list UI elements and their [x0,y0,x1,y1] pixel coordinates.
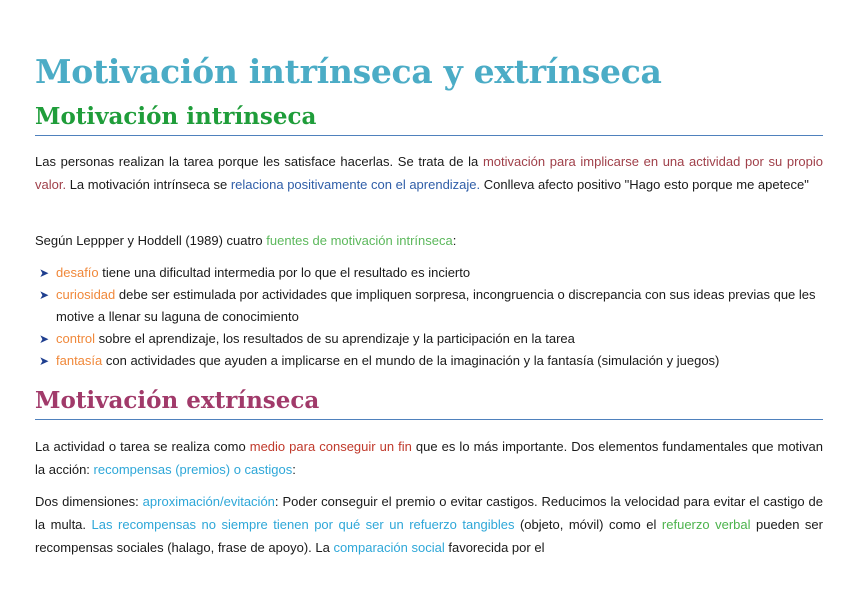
highlight-text: medio para conseguir un fin [249,439,412,454]
highlight-text: relaciona positivamente con el aprendizaje. [230,177,481,192]
list-item: ➤ curiosidad debe ser estimulada por actividades que impliquen sorpresa, incongruencia o discrepancia con sus ideas previas que les motive a llenar su laguna de conocimiento [35,284,823,328]
highlight-text: comparación social [333,540,445,555]
document-title: Motivación intrínseca y extrínseca [35,52,662,91]
highlight-text: aproximación/evitación [142,494,275,509]
list-item: ➤ control sobre el aprendizaje, los resultados de su aprendizaje y la participación en la tarea [35,328,823,350]
heading-underline [35,419,823,420]
heading-underline [35,135,823,136]
list-item: ➤ desafío tiene una dificultad intermedia por lo que el resultado es incierto [35,262,823,284]
paragraph-intrinsic-definition: Las personas realizan la tarea porque les satisface hacerlas. Se trata de la motivación para implicarse en una actividad por su propio valor. La motivación intrínseca se relaciona positivamente con el aprendizaje. Conlleva afecto positivo "Hago esto porque me apetece" [35,154,823,192]
heading-extrinsic: Motivación extrínseca [35,387,320,414]
list-term: curiosidad [56,287,116,302]
arrow-bullet-icon: ➤ [39,332,50,346]
highlight-text: Las recompensas no siempre tienen por qué ser un refuerzo tangibles [91,517,515,532]
highlight-text: fuentes de motivación intrínseca [266,233,453,248]
heading-intrinsic: Motivación intrínseca [35,103,317,130]
arrow-bullet-icon: ➤ [39,354,50,368]
arrow-bullet-icon: ➤ [39,288,50,302]
highlight-text: recompensas (premios) o castigos [93,462,293,477]
arrow-bullet-icon: ➤ [39,266,50,280]
list-item: ➤ fantasía con actividades que ayuden a implicarse en el mundo de la imaginación y la fantasía (simulación y juegos) [35,350,823,372]
paragraph-extrinsic-definition: La actividad o tarea se realiza como medio para conseguir un fin que es lo más importante. Dos elementos fundamentales que motivan la acción: recompensas (premios) o castigos: [35,439,824,477]
list-term: fantasía [56,353,103,368]
list-term: desafío [56,265,99,280]
highlight-text: motivación para implicarse en una actividad por su propio valor. [35,154,823,192]
paragraph-dimensions: Dos dimensiones: aproximación/evitación: Poder conseguir el premio o evitar castigos. Reducimos la velocidad para evitar el castigo de la multa. Las recompensas no siempre tienen por qué ser un refuerzo tangibles (objeto, móvil) como el refuerzo verbal pueden ser recompensas sociales (halago, frase de apoyo). La comparación social favorecida por el [35,494,823,555]
sources-list [35,262,823,372]
highlight-text: refuerzo verbal [661,517,751,532]
paragraph-sources-intro: Según Leppper y Hoddell (1989) cuatro fuentes de motivación intrínseca: [35,233,457,248]
list-term: control [56,331,96,346]
